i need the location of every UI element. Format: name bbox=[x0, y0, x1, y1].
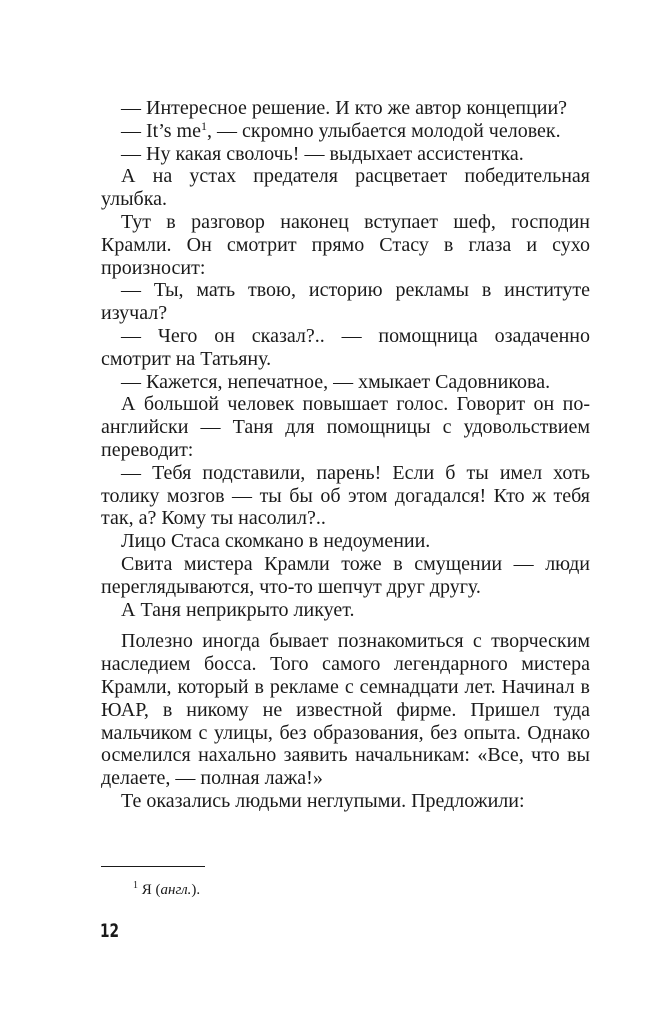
paragraph: Свита мистера Крамли тоже в смущении — люди переглядываются, что-то шепчут друг другу. bbox=[101, 552, 590, 598]
footnote-close: ). bbox=[191, 882, 201, 898]
its-me-after: , — скромно улыбается молодой человек. bbox=[207, 119, 561, 142]
paragraph: — Чего он сказал?.. — помощница озадаченно смотрит на Татьяну. bbox=[101, 324, 590, 370]
paragraph: Лицо Стаса скомкано в недоумении. bbox=[121, 530, 431, 553]
paragraph: А Таня неприкрыто ликует. bbox=[121, 598, 355, 621]
footnote-divider bbox=[101, 866, 205, 867]
paragraph: Тут в разговор наконец вступает шеф, господин Крамли. Он смотрит прямо Стасу в глаза и сухо произносит: bbox=[101, 210, 590, 279]
footnote-text: Я ( bbox=[141, 882, 161, 898]
footnote-ref: 1 bbox=[201, 118, 207, 133]
page-number: 12 bbox=[100, 920, 120, 942]
paragraph: Те оказались людьми неглупыми. Предложили: bbox=[121, 789, 525, 812]
paragraph: А большой человек повышает голос. Говорит он по-английски — Таня для помощницы с удовольствием переводит: bbox=[101, 393, 590, 461]
paragraph-its-me bbox=[101, 120, 590, 143]
paragraph: А на устах предателя расцветает победительная улыбка. bbox=[101, 165, 590, 211]
footnote bbox=[133, 880, 200, 900]
paragraph: Полезно иногда бывает познакомиться с творческим наследием босса. Того самого легендарного мистера Крамли, который в рекламе с семнадцати лет. Начинал в ЮАР, в никому не известной фирме. Пришел туда мальчиком с улицы, без образования, без опыта. Однако осмелился нахально заявить начальникам: «Все, что вы делаете, — полная лажа!» bbox=[101, 630, 590, 790]
footnote-abbr: англ. bbox=[160, 882, 192, 898]
body-text bbox=[101, 97, 590, 813]
paragraph: — Интересное решение. И кто же автор концепции? bbox=[121, 97, 568, 119]
footnote-marker: 1 bbox=[133, 880, 138, 891]
paragraph: — Ты, мать твою, историю рекламы в институте изучал? bbox=[101, 279, 590, 325]
paragraph: — Кажется, непечатное, — хмыкает Садовникова. bbox=[121, 370, 551, 393]
paragraph: — Ну какая сволочь! — выдыхает ассистентка. bbox=[121, 142, 524, 165]
paragraph: — Тебя подставили, парень! Если б ты имел хоть толику мозгов — ты бы об этом догадался! Кто ж тебя так, а? Кому ты насолил?.. bbox=[101, 461, 590, 530]
its-me-before: — It’s me bbox=[121, 119, 201, 142]
